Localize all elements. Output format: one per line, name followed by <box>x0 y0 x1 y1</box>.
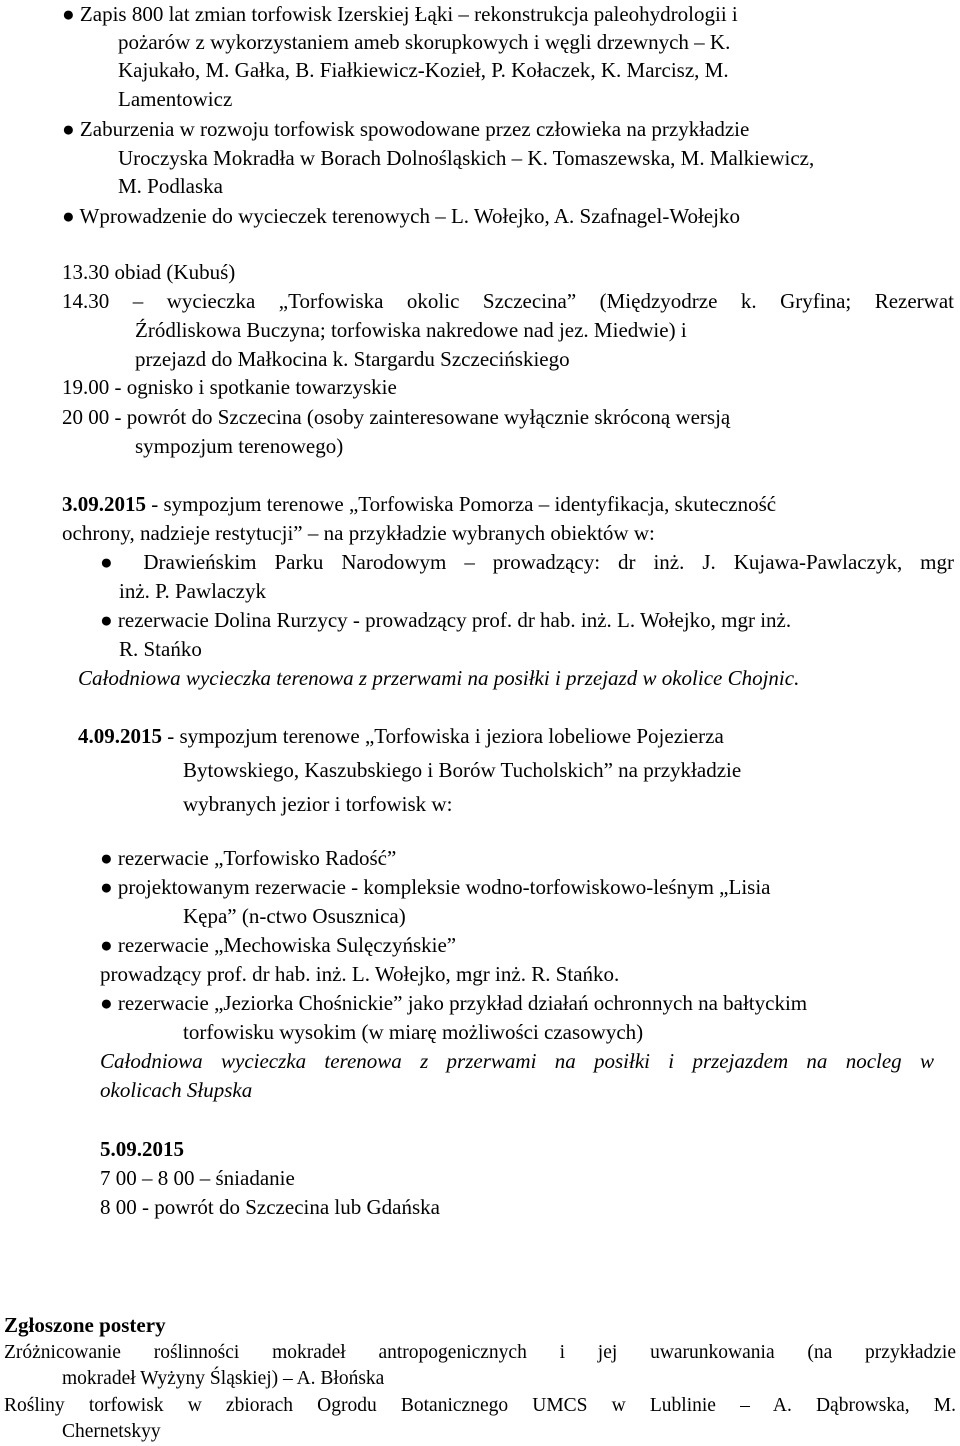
day4-site-2-line-1: ● projektowanym rezerwacie - kompleksie wodno-torfowiskowo-leśnym „Lisia <box>100 875 771 899</box>
poster-1-line-2: mokradeł Wyżyny Śląskiej) – A. Błońska <box>62 1368 385 1389</box>
schedule-return-line-2: sympozjum terenowego) <box>135 434 344 458</box>
day4-site-2-line-2: Kępa” (n-ctwo Osusznica) <box>183 904 406 928</box>
day4-site-1: ● rezerwacie „Torfowisko Radość” <box>100 846 397 870</box>
day3-date: 3.09.2015 <box>62 492 146 516</box>
schedule-excursion-line-2: Źródliskowa Buczyna; torfowiska nakredowe nad jez. Miedwie) i <box>135 318 687 342</box>
poster-1-line-1: Zróżnicowanie roślinności mokradeł antropogenicznych i jej uwarunkowania (na przykładzie <box>4 1342 956 1363</box>
day3-line-2: ochrony, nadzieje restytucji” – na przykładzie wybranych obiektów w: <box>62 521 655 545</box>
talk-2-line-1: ● Zaburzenia w rozwoju torfowisk spowodowane przez człowieka na przykładzie <box>62 117 750 141</box>
day4-line-1 <box>78 723 724 749</box>
schedule-excursion-line-1: 14.30 – wycieczka „Torfowiska okolic Szczecina” (Międzyodrze k. Gryfina; Rezerwat <box>62 289 954 313</box>
day4-note-line-2: okolicach Słupska <box>100 1078 253 1102</box>
day4-site-4-line-2: torfowisku wysokim (w miarę możliwości czasowych) <box>183 1020 644 1044</box>
day5-return: 8 00 - powrót do Szczecina lub Gdańska <box>100 1195 440 1219</box>
day5-breakfast: 7 00 – 8 00 – śniadanie <box>100 1166 295 1190</box>
day3-line-1 <box>62 491 776 517</box>
talk-1-line-1: ● Zapis 800 lat zmian torfowisk Izerskiej Łąki – rekonstrukcja paleohydrologii i <box>62 2 738 26</box>
day3-site-1-line-1: ● Drawieńskim Parku Narodowym – prowadzący: dr inż. J. Kujawa-Pawlaczyk, mgr <box>100 550 954 574</box>
day3-title-line-1: - sympozjum terenowe „Torfowiska Pomorza – identyfikacja, skuteczność <box>146 492 777 516</box>
day4-line-2: Bytowskiego, Kaszubskiego i Borów Tucholskich” na przykładzie <box>183 758 742 782</box>
talk-2-line-3: M. Podlaska <box>118 174 223 198</box>
schedule-bonfire: 19.00 - ognisko i spotkanie towarzyskie <box>62 375 397 399</box>
day4-date: 4.09.2015 <box>78 724 162 748</box>
day4-line-3: wybranych jezior i torfowisk w: <box>183 792 453 816</box>
day4-site-4-line-1: ● rezerwacie „Jeziorka Chośnickie” jako przykład działań ochronnych na bałtyckim <box>100 991 808 1015</box>
poster-2-line-1: Rośliny torfowisk w zbiorach Ogrodu Botanicznego UMCS w Lublinie – A. Dąbrowska, M. <box>4 1395 956 1416</box>
posters-heading: Zgłoszone postery <box>4 1313 166 1337</box>
day3-site-2-line-1: ● rezerwacie Dolina Rurzycy - prowadzący prof. dr hab. inż. L. Wołejko, mgr inż. <box>100 608 792 632</box>
day3-site-2-line-2: R. Stańko <box>119 637 202 661</box>
schedule-return-line-1: 20 00 - powrót do Szczecina (osoby zainteresowane wyłącznie skróconą wersją <box>62 405 731 429</box>
talk-1-line-2: pożarów z wykorzystaniem ameb skorupkowych i węgli drzewnych – K. <box>118 30 731 54</box>
day4-leaders: prowadzący prof. dr hab. inż. L. Wołejko, mgr inż. R. Stańko. <box>100 962 620 986</box>
talk-2-line-2: Uroczyska Mokradła w Borach Dolnośląskich – K. Tomaszewska, M. Malkiewicz, <box>118 146 815 170</box>
schedule-excursion-line-3: przejazd do Małkocina k. Stargardu Szczecińskiego <box>135 347 570 371</box>
talk-3-line-1: ● Wprowadzenie do wycieczek terenowych – L. Wołejko, A. Szafnagel-Wołejko <box>62 204 740 228</box>
day5-date: 5.09.2015 <box>100 1137 184 1161</box>
talk-1-line-4: Lamentowicz <box>118 87 233 111</box>
schedule-lunch: 13.30 obiad (Kubuś) <box>62 260 236 284</box>
day3-site-1-line-2: inż. P. Pawlaczyk <box>119 579 266 603</box>
day4-site-3: ● rezerwacie „Mechowiska Sulęczyńskie” <box>100 933 457 957</box>
poster-2-line-2: Chernetskyy <box>62 1421 161 1442</box>
day4-title-line-1: - sympozjum terenowe „Torfowiska i jeziora lobeliowe Pojezierza <box>162 724 724 748</box>
day4-note-line-1: Całodniowa wycieczka terenowa z przerwami na posiłki i przejazdem na nocleg w <box>100 1049 934 1073</box>
talk-1-line-3: Kajukało, M. Gałka, B. Fiałkiewicz-Kozieł, P. Kołaczek, K. Marcisz, M. <box>118 58 729 82</box>
day3-note: Całodniowa wycieczka terenowa z przerwami na posiłki i przejazd w okolice Chojnic. <box>78 666 800 690</box>
